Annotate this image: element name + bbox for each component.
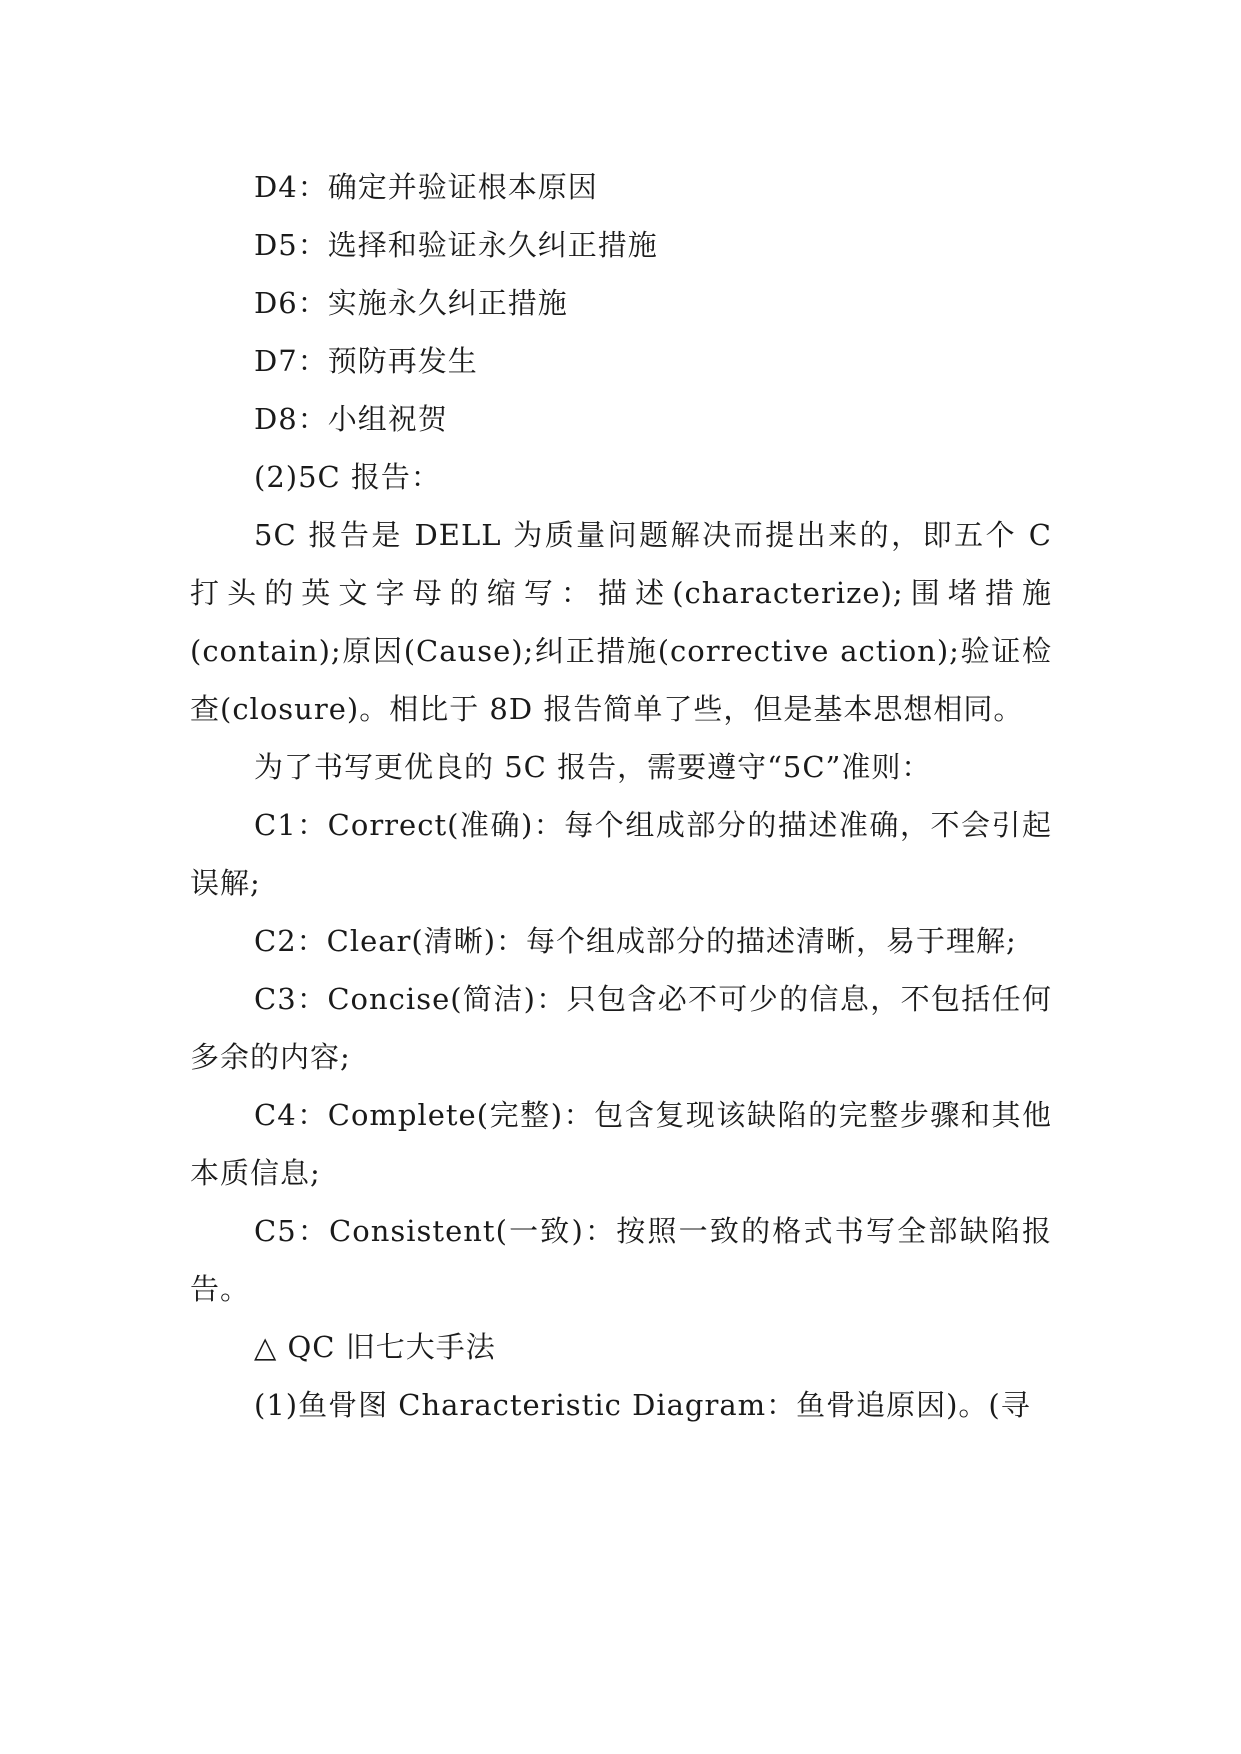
rule-c2: C2：Clear(清晰)：每个组成部分的描述清晰，易于理解; [254,924,1017,958]
paragraph-5c-intro: 5C 报告是 DELL 为质量问题解决而提出来的，即五个 C 打头的英文字母的缩写：描述(characterize);围堵措施(contain);原因(Cause);纠正措施(corrective action);验证检查(closure)。相比于 8D 报告简单了些，但是基本思想相同。 [190,518,1052,726]
section-heading-qc: △ QC 旧七大手法 [254,1330,496,1364]
step-d4: D4：确定并验证根本原因 [254,170,598,204]
paragraph-5c-rules: 为了书写更优良的 5C 报告，需要遵守“5C”准则： [254,750,932,784]
step-d8: D8：小组祝贺 [254,402,448,436]
document-page [190,158,1052,1434]
rule-c5: C5：Consistent(一致)：按照一致的格式书写全部缺陷报告。 [190,1214,1052,1306]
rule-c1: C1：Correct(准确)：每个组成部分的描述准确，不会引起误解; [190,808,1052,900]
step-d5: D5：选择和验证永久纠正措施 [254,228,658,262]
rule-c3: C3：Concise(简洁)：只包含必不可少的信息，不包括任何多余的内容; [190,982,1052,1074]
rule-c4: C4：Complete(完整)：包含复现该缺陷的完整步骤和其他本质信息; [190,1098,1052,1190]
step-d7: D7：预防再发生 [254,344,478,378]
paragraph-fishbone: (1)鱼骨图 Characteristic Diagram：鱼骨追原因)。(寻 [254,1388,1031,1422]
section-heading-5c: (2)5C 报告： [254,460,441,494]
step-d6: D6：实施永久纠正措施 [254,286,568,320]
